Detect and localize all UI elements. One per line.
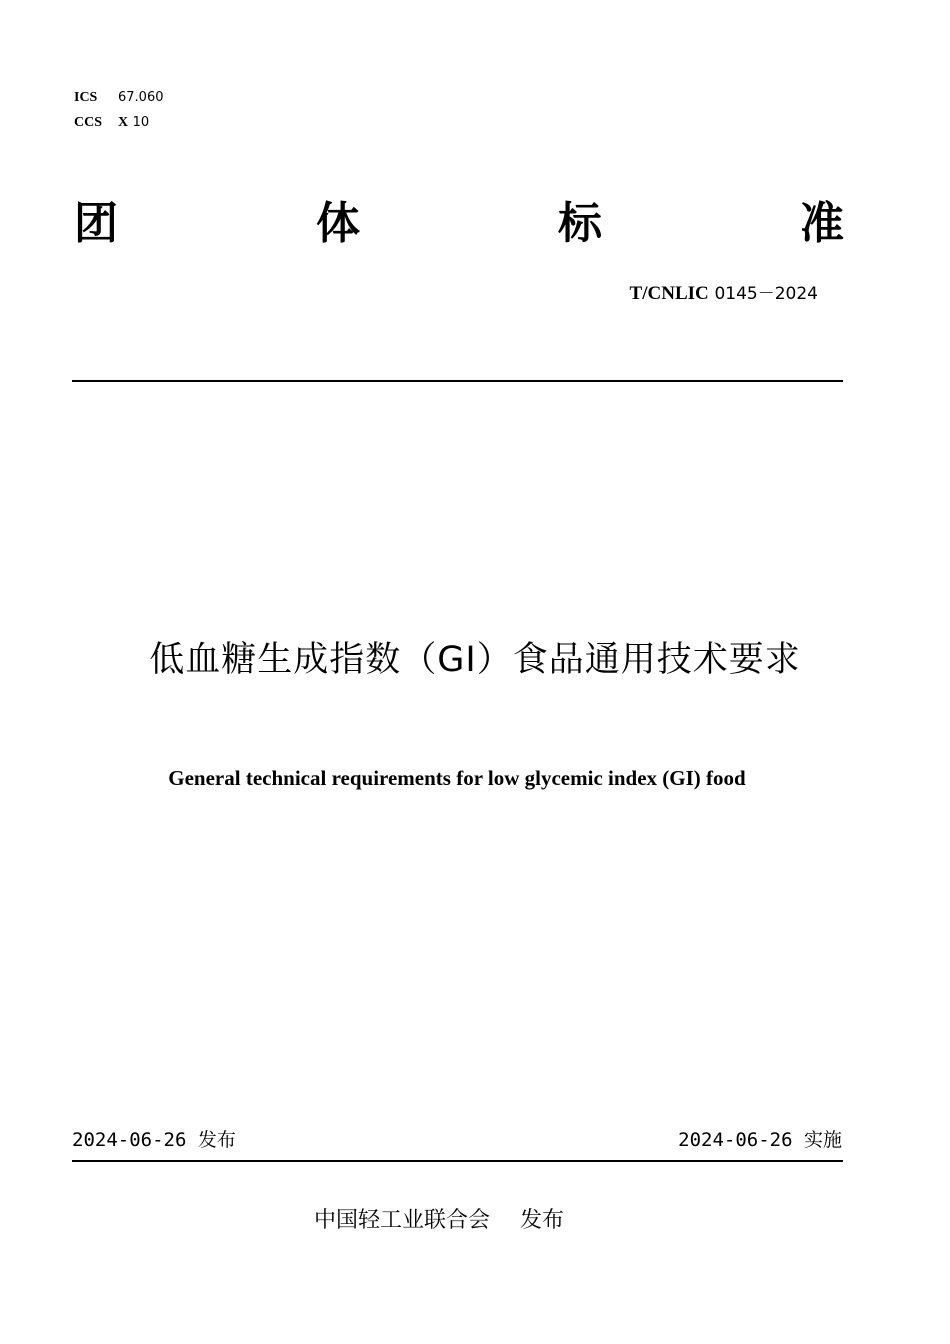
standard-type-char: 准 [800, 198, 844, 249]
publisher-name: 中国轻工业联合会 [314, 1208, 491, 1233]
publish-date-line [72, 1127, 236, 1153]
publisher-line [314, 1206, 564, 1236]
footer-divider [72, 1160, 843, 1162]
standard-prefix: T/CNLIC [629, 283, 709, 304]
header-divider [72, 380, 843, 382]
standard-number [560, 282, 818, 306]
ccs-label: CCS [74, 115, 103, 130]
ccs-code [74, 113, 149, 132]
english-title: General technical requirements for low glycemic index (GI) food [168, 766, 746, 790]
ics-code [74, 88, 164, 107]
standard-type-char: 团 [74, 198, 118, 249]
standard-number-value: 0145－2024 [714, 284, 818, 304]
implement-date: 2024-06-26 [678, 1129, 793, 1151]
standard-type-heading [74, 192, 844, 256]
publisher-action: 发布 [520, 1208, 565, 1233]
implement-label: 实施 [803, 1129, 842, 1151]
ics-label: ICS [74, 90, 98, 105]
standard-type-char: 标 [558, 198, 602, 249]
ccs-value-number: 10 [132, 115, 150, 130]
implement-date-line [678, 1127, 842, 1153]
standard-type-char: 体 [316, 198, 360, 249]
ccs-value-prefix: X [118, 115, 129, 130]
chinese-title: 低血糖生成指数（GI）食品通用技术要求 [149, 640, 801, 680]
publish-date: 2024-06-26 [72, 1129, 187, 1151]
publish-label: 发布 [197, 1129, 236, 1151]
ics-value: 67.060 [118, 90, 164, 105]
